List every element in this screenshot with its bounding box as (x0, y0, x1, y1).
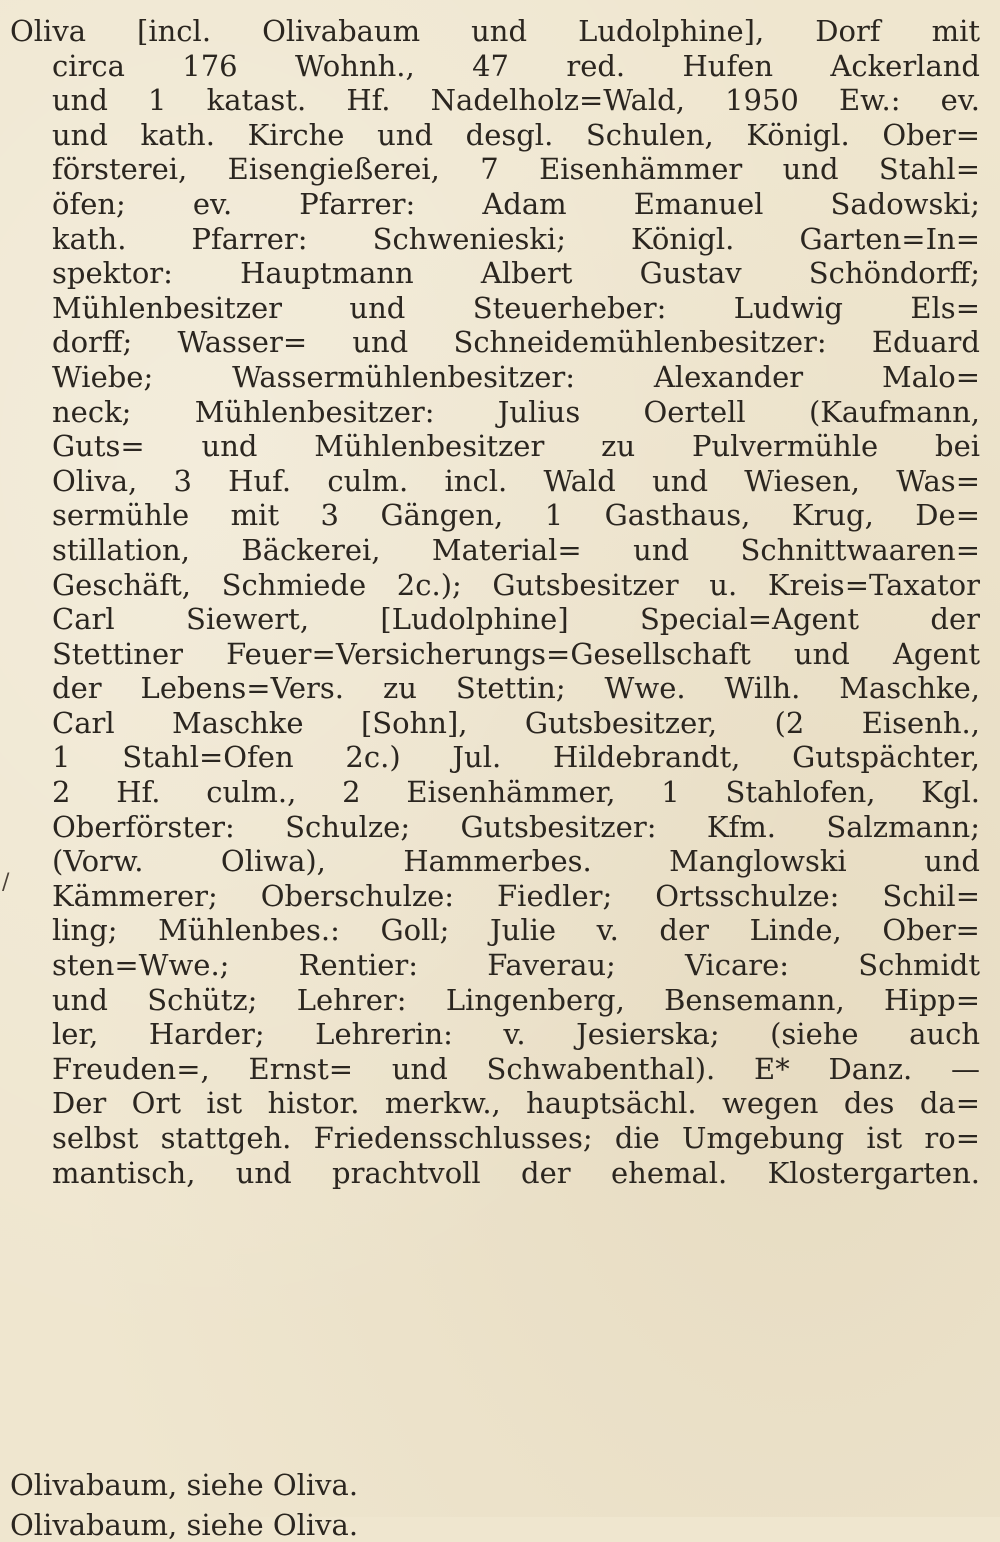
text-line-22: 1 Stahl=Ofen 2c.) Jul. Hildebrandt, Gutspächter, (52, 740, 980, 775)
text-line-34: mantisch, und prachtvoll der ehemal. Klostergarten. (52, 1155, 980, 1190)
entry-olivabaum: Olivabaum, siehe Oliva. (10, 1468, 359, 1502)
text-line-28: sten=Wwe.; Rentier: Faverau; Vicare: Schmidt (52, 948, 980, 983)
text-line-16: stillation, Bäckerei, Material= und Schnittwaaren= (52, 532, 980, 567)
text-line-23: 2 Hf. culm., 2 Eisenhämmer, 1 Stahlofen, Kgl. (52, 775, 980, 810)
text-line-24: Oberförster: Schulze; Gutsbesitzer: Kfm. Salzmann; (52, 809, 980, 844)
text-line-11: Wiebe; Wassermühlenbesitzer: Alexander Malo= (52, 359, 980, 394)
text-line-31: Freuden=, Ernst= und Schwabenthal). E* Danz. — (52, 1051, 980, 1086)
text-line-2: circa 176 Wohnh., 47 red. Hufen Ackerland (52, 48, 980, 83)
text-line-20: der Lebens=Vers. zu Stettin; Wwe. Wilh. Maschke, (52, 671, 980, 706)
cut-off-next-line: Olivabaum, siehe Oliva. (10, 1508, 359, 1542)
text-line-29: und Schütz; Lehrer: Lingenberg, Bensemann, Hipp= (52, 982, 980, 1017)
text-line-18: Carl Siewert, [Ludolphine] Special=Agent der (52, 602, 980, 637)
text-line-5: försterei, Eisengießerei, 7 Eisenhämmer und Stahl= (52, 152, 980, 187)
text-line-27: ling; Mühlenbes.: Goll; Julie v. der Linde, Ober= (52, 913, 980, 948)
text-line-9: Mühlenbesitzer und Steuerheber: Ludwig Els= (52, 290, 980, 325)
text-line-4: und kath. Kirche und desgl. Schulen, Königl. Ober= (52, 117, 980, 152)
text-line-14: Oliva, 3 Huf. culm. incl. Wald und Wiesen, Was= (52, 463, 980, 498)
text-line-30: ler, Harder; Lehrerin: v. Jesierska; (siehe auch (52, 1017, 980, 1052)
text-line-10: dorff; Wasser= und Schneidemühlenbesitzer: Eduard (52, 325, 980, 360)
text-line-17: Geschäft, Schmiede 2c.); Gutsbesitzer u. Kreis=Taxator (52, 567, 980, 602)
text-line-19: Stettiner Feuer=Versicherungs=Gesellschaft und Agent (52, 636, 980, 671)
text-line-7: kath. Pfarrer: Schwenieski; Königl. Garten=In= (52, 221, 980, 256)
text-line-3: und 1 katast. Hf. Nadelholz=Wald, 1950 Ew.: ev. (52, 83, 980, 118)
text-line-1: Oliva [incl. Olivabaum und Ludolphine], Dorf mit (10, 14, 980, 48)
margin-mark: / (2, 870, 10, 895)
text-line-12: neck; Mühlenbesitzer: Julius Oertell (Kaufmann, (52, 394, 980, 429)
text-line-25: (Vorw. Oliwa), Hammerbes. Manglowski und (52, 844, 980, 879)
text-line-21: Carl Maschke [Sohn], Gutsbesitzer, (2 Eisenh., (52, 705, 980, 740)
text-line-6: öfen; ev. Pfarrer: Adam Emanuel Sadowski; (52, 186, 980, 221)
text-line-15: sermühle mit 3 Gängen, 1 Gasthaus, Krug, De= (52, 498, 980, 533)
text-line-8: spektor: Hauptmann Albert Gustav Schöndorff; (52, 256, 980, 291)
text-line-32: Der Ort ist histor. merkw., hauptsächl. wegen des da= (52, 1086, 980, 1121)
text-line-33: selbst stattgeh. Friedensschlusses; die Umgebung ist ro= (52, 1121, 980, 1155)
text-line-26: Kämmerer; Oberschulze: Fiedler; Ortsschulze: Schil= (52, 878, 980, 913)
text-line-13: Guts= und Mühlenbesitzer zu Pulvermühle bei (52, 429, 980, 464)
entry-oliva (10, 14, 980, 1190)
